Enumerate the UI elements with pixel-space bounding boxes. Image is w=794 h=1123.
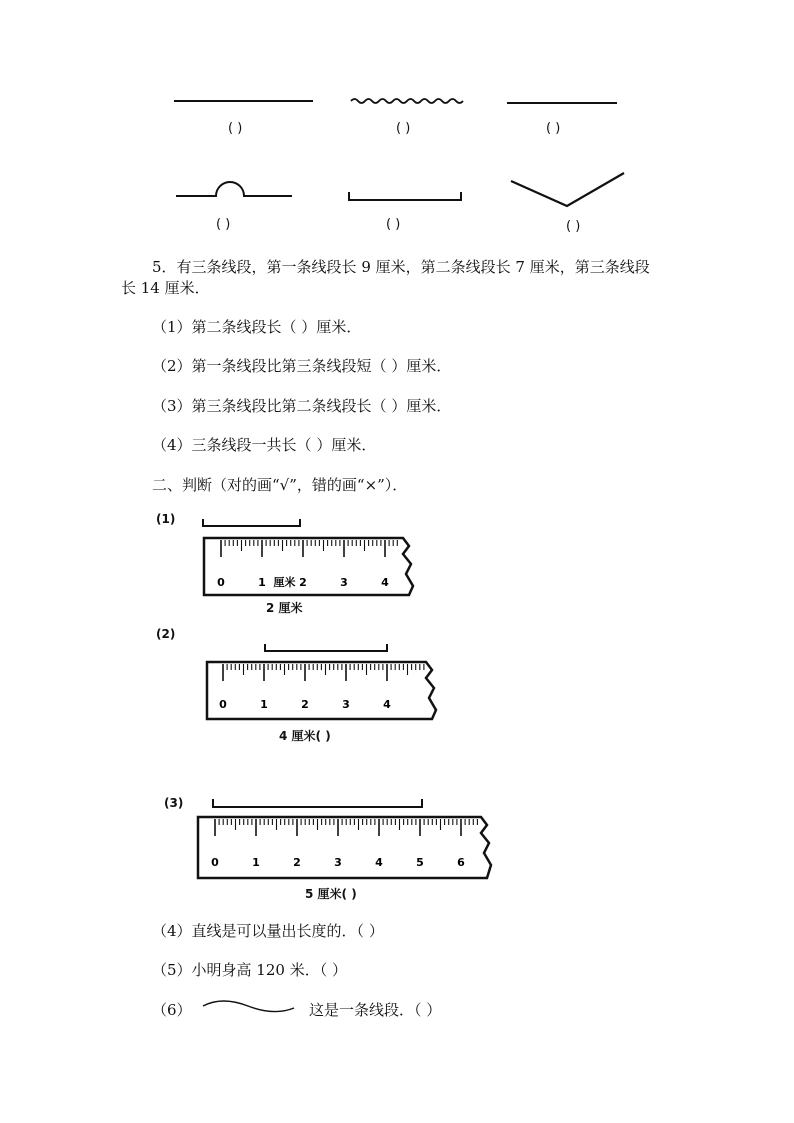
ruler-number: 2 [299,576,307,589]
straight-line-shape [170,95,320,107]
shape-3-answer[interactable]: ( ) [546,121,561,136]
shape-6-answer[interactable]: ( ) [566,219,581,234]
ruler-1-label: (1) [156,512,176,526]
ruler-3 [197,816,493,878]
ruler-number: 3 [340,576,348,589]
ruler-number: 3 [334,856,342,869]
judge-item-4[interactable]: （4）直线是可以量出长度的．（ ） [152,922,384,940]
bump-line-shape [172,175,297,201]
ruler-number: 0 [219,698,227,711]
ruler-number: 0 [211,856,219,869]
ruler-1-caption: 2 厘米 [266,601,303,615]
ruler-3-label: (3) [164,796,184,810]
ruler-number: 2 [301,698,309,711]
q5-item-4[interactable]: （4）三条线段一共长（ ）厘米． [152,436,377,454]
section-2-heading: 二、判断（对的画“√”，错的画“×”）． [152,476,408,494]
q5-item-1[interactable]: （1）第二条线段长（ ）厘米． [152,318,362,336]
q5-intro-line2: 长 14 厘米． [121,279,210,297]
ruler-2-label: (2) [156,627,176,641]
ruler-number: 1 [258,576,266,589]
q5-intro-line1: 5．有三条线段，第一条线段长 9 厘米，第二条线段长 7 厘米，第三条线段 [152,258,650,276]
shape-1-answer[interactable]: ( ) [228,121,243,136]
ruler-3-measured-bracket [210,797,430,811]
ruler-3-caption[interactable]: 5 厘米( ) [305,887,357,901]
wavy-line-shape [347,94,467,108]
shape-2-answer[interactable]: ( ) [396,121,411,136]
bracket-line-shape [345,188,467,204]
ruler-number: 3 [342,698,350,711]
ruler-number: 6 [457,856,465,869]
segment-line-shape [503,96,623,108]
judge-item-6-label: （6） [152,1001,192,1019]
judge-item-6-text[interactable]: 这是一条线段．（ ） [309,1001,442,1019]
angle-shape [507,169,629,211]
shape-5-answer[interactable]: ( ) [386,217,401,232]
judge-item-5[interactable]: （5）小明身高 120 米．（ ） [152,961,347,979]
curve-line-shape [200,998,298,1016]
ruler-number: 1 [260,698,268,711]
ruler-number: 2 [293,856,301,869]
ruler-number: 4 [375,856,383,869]
ruler-2 [206,661,438,719]
ruler-body [207,662,436,719]
ruler-number: 4 [383,698,391,711]
ruler-1-measured-bracket [200,517,305,529]
shape-4-answer[interactable]: ( ) [216,217,231,232]
ruler-number: 0 [217,576,225,589]
ruler-1 [203,537,415,595]
ruler-number: 1 [252,856,260,869]
ruler-2-measured-bracket [262,642,392,654]
q5-item-3[interactable]: （3）第三条线段比第二条线段长（ ）厘米． [152,397,452,415]
ruler-body [198,817,491,878]
q5-item-2[interactable]: （2）第一条线段比第三条线段短（ ）厘米． [152,357,452,375]
ruler-number: 4 [381,576,389,589]
ruler-unit-mark: 厘米 [273,576,296,589]
ruler-2-caption[interactable]: 4 厘米( ) [279,729,331,743]
ruler-number: 5 [416,856,424,869]
